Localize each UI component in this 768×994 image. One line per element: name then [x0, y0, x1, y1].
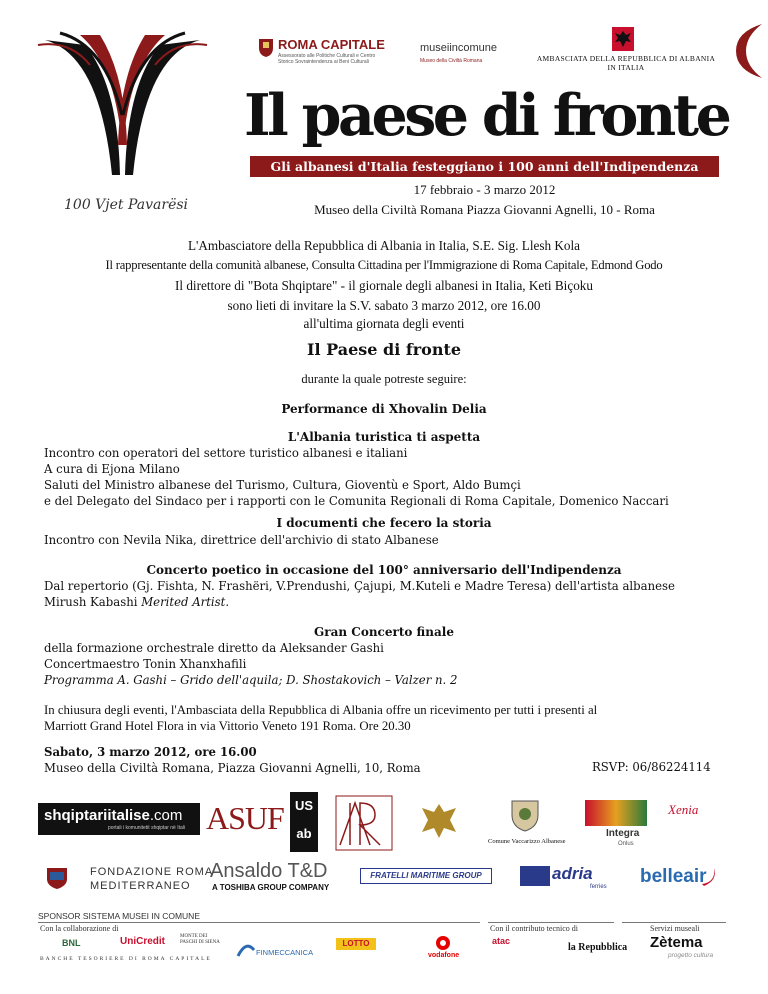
body-line: A cura di Ejona Milano	[44, 462, 180, 476]
intro-line-community: Il rappresentante della comunità albanese, Consulta Cittadina per l'Immigrazione di Roma Capitale, Edmond Godo	[105, 258, 663, 272]
ansaldo-logo: Ansaldo T&D	[210, 860, 328, 882]
finmeccanica-icon	[236, 940, 256, 958]
comune-vaccarizzo-label: Comune Vaccarizzo Albanese	[488, 838, 566, 845]
divider	[622, 922, 726, 923]
ambassador-line1: AMBASCIATA DELLA REPUBBLICA DI ALBANIA	[536, 54, 716, 63]
divider	[488, 922, 614, 923]
roma-capitale-logo: ROMA CAPITALE	[278, 37, 385, 52]
event-dates: 17 febbraio - 3 marzo 2012	[413, 182, 556, 197]
page-title: Il paese di fronte	[244, 82, 729, 149]
closing-note	[44, 702, 597, 734]
vodafone-icon	[436, 936, 450, 950]
xenia-logo: Xenia	[668, 802, 699, 817]
integra-image	[585, 800, 647, 826]
divider	[38, 922, 480, 923]
fratelli-maritime-logo: FRATELLI MARITIME GROUP	[360, 868, 492, 884]
zetema-subtitle: progetto cultura	[668, 952, 714, 959]
artist-name: Mirush Kabashi	[44, 595, 142, 609]
body-line: Incontro con operatori del settore turistico albanesi e italiani	[44, 446, 408, 460]
lotto-logo: LOTTO	[336, 938, 376, 950]
unicredit-logo: UniCredit	[120, 936, 165, 947]
section-documenti-title: I documenti che fecero la storia	[276, 516, 492, 530]
intro-line-director: Il direttore di "Bota Shqiptare" - il giornale degli albanesi in Italia, Keti Biçoku	[174, 278, 593, 293]
ambassador-line2: IN ITALIA	[607, 63, 645, 72]
section-gran-concerto-title: Gran Concerto finale	[314, 625, 454, 639]
servizi-museali-label: Servizi museali	[650, 924, 700, 933]
shqiptari-logo	[38, 803, 200, 835]
artist-title: Merited Artist	[141, 595, 226, 609]
fondazione-roma-icon	[45, 866, 69, 890]
body-line: Programma A. Gashi – Grido dell'aquila; D. Shostakovich – Valzer n. 2	[44, 673, 458, 687]
adria-subtitle: ferries	[590, 884, 607, 890]
section-turistica-title: L'Albania turistica ti aspetta	[287, 430, 481, 444]
integra-logo: Integra	[606, 828, 640, 839]
asuf-logo: ASUF	[206, 800, 284, 836]
musei-in-comune-logo: museiincomune	[420, 42, 498, 54]
event-venue: Museo della Civiltà Romana Piazza Giovanni Agnelli, 10 - Roma	[314, 202, 655, 217]
adria-mark	[520, 866, 550, 886]
contributo-label: Con il contributo tecnico di	[490, 924, 578, 933]
section-concerto-title: Concerto poetico in occasione del 100° anniversario dell'Indipendenza	[146, 563, 622, 577]
eagle-emblem-icon	[418, 800, 460, 840]
body-line: della formazione orchestrale diretto da Aleksander Gashi	[44, 641, 384, 655]
atac-logo: atac	[492, 936, 511, 946]
integra-subtitle: Onlus	[618, 841, 634, 847]
belleair-swoosh-icon	[700, 864, 718, 888]
ambassador-logo	[536, 54, 716, 72]
collaborazione-label: Con la collaborazione di	[40, 924, 119, 933]
period: .	[225, 595, 230, 609]
body-line: Marriott Grand Hotel Flora in via Vittorio Veneto 191 Roma. Ore 20.30	[44, 719, 411, 733]
fondazione-line2: MEDITERRANEO	[90, 880, 191, 892]
body-line	[44, 594, 675, 610]
comune-crest-icon	[510, 797, 540, 833]
usab-logo: US ab	[290, 792, 318, 852]
musei-in-comune-subtitle: Museo della Civiltà Romana	[420, 58, 483, 64]
footer-venue: Museo della Civiltà Romana, Piazza Giovanni Agnelli, 10, Roma	[44, 761, 421, 775]
ansaldo-subtitle: A TOSHIBA GROUP COMPANY	[212, 883, 330, 892]
fondazione-line1: FONDAZIONE ROMA	[90, 866, 214, 878]
intro-line-last-day: all'ultima giornata degli eventi	[303, 316, 465, 331]
body-line: e del Delegato del Sindaco per i rapporti con le Comunita Regionali di Roma Capitale, Domenico Naccari	[44, 494, 669, 508]
monte-paschi-logo: MONTE DEI PASCHI DI SIENA	[180, 934, 220, 945]
shqiptari-name: shqiptariitalise	[44, 807, 150, 824]
finmeccanica-logo: FINMECCANICA	[256, 948, 314, 957]
footer-info	[44, 744, 421, 776]
subtitle-banner: Gli albanesi d'Italia festeggiano i 100 anni dell'Indipendenza	[250, 156, 719, 177]
section-concerto-body	[44, 578, 675, 610]
rsvp-phone: RSVP: 06/86224114	[592, 760, 711, 774]
shqiptari-domain: .com	[149, 807, 183, 824]
zetema-logo: Zètema	[650, 934, 703, 951]
section-turistica-body	[44, 445, 669, 509]
body-line: In chiusura degli eventi, l'Ambasciata della Repubblica di Albania offre un ricevimento per tutti i presenti al	[44, 703, 598, 717]
body-line: Dal repertorio (Gj. Fishta, N. Frashëri, V.Prendushi, Çajupi, M.Kuteli e Madre Teresa) dell'artista albanese	[44, 579, 675, 593]
event-title: Il Paese di fronte	[306, 340, 462, 359]
bnl-logo: BNL	[62, 938, 81, 948]
albania-eagle-icon	[612, 27, 634, 51]
intro-line-invite: sono lieti di invitare la S.V. sabato 3 marzo 2012, ore 16.00	[227, 298, 541, 313]
body-line: Saluti del Ministro albanese del Turismo, Cultura, Gioventù e Sport, Aldo Bumçi	[44, 478, 521, 492]
crescent-mark-icon	[734, 22, 764, 80]
lira-logo-icon	[335, 795, 393, 851]
banche-tesoriere-label: BANCHE TESORIERE DI ROMA CAPITALE	[40, 956, 212, 962]
adria-logo: adria	[552, 864, 593, 883]
roma-capitale-subtitle: Assessorato alle Politiche Culturali e Centro Storico Sovraintendenza ai Beni Culturali	[278, 53, 376, 65]
section-performance-title: Performance di Xhovalin Delia	[281, 402, 487, 416]
shqiptari-subtitle: portali i komunitetit shqiptar në Itali	[108, 825, 185, 831]
belleair-logo: belleair	[640, 866, 707, 887]
body-line: Concertmaestro Tonin Xhanxhafili	[44, 657, 247, 671]
sponsor-sistema-label: SPONSOR SISTEMA MUSEI IN COMUNE	[38, 911, 200, 921]
vodafone-logo: vodafone	[428, 952, 460, 959]
footer-date: Sabato, 3 marzo 2012, ore 16.00	[44, 745, 257, 759]
section-documenti-body: Incontro con Nevila Nika, direttrice dell'archivio di stato Albanese	[44, 533, 439, 547]
years-caption: 100 Vjet Pavarësi	[64, 197, 189, 213]
repubblica-logo: la Repubblica	[568, 942, 628, 953]
centenary-emblem	[30, 25, 215, 200]
section-gran-concerto-body	[44, 640, 457, 688]
roma-capitale-shield-icon	[258, 38, 274, 58]
event-subtitle: durante la quale potreste seguire:	[301, 372, 467, 386]
intro-line-ambassador: L'Ambasciatore della Repubblica di Albania in Italia, S.E. Sig. Llesh Kola	[187, 238, 581, 253]
